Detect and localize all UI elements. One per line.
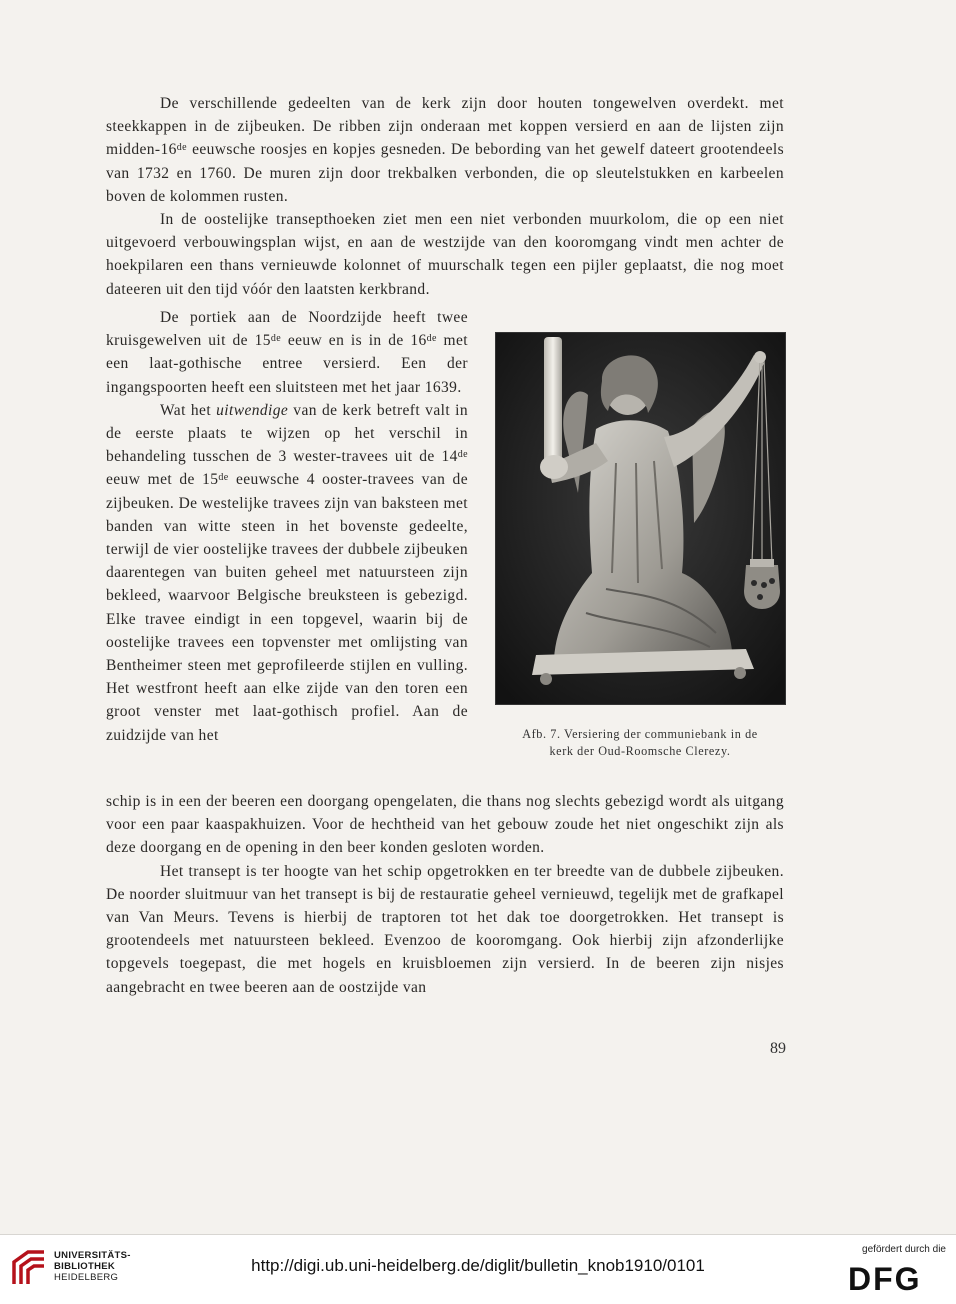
library-name-line-1: UNIVERSITÄTS- xyxy=(54,1250,131,1261)
paragraph-transept-corners: In de oostelijke transepthoeken ziet men een niet verbonden muurkolom, die op een niet uitgevoerd verbouwingsplan wijst, en aan de westzijde van den kooromgang vindt men achter de hoekpilaren een thans vernieuwde kolonnet of muurschalk tegen een pijler geplaatst, die nog moet dateeren uit den tijd vóór den laatsten kerkbrand. xyxy=(106,211,784,298)
angel-statue-photo xyxy=(495,332,786,705)
paragraph-portico: De portiek aan de Noordzijde heeft twee kruisgewelven uit de 15de eeuw en is in de 16de met een laat-gothische entree versierd. Een der ingangspoorten heeft een sluitsteen met het jaar 1639. xyxy=(106,309,469,396)
paragraph-vaults: De verschillende gedeelten van de kerk zijn door houten tongewelven overdekt. met steekkappen in de zijbeuken. De ribben zijn onderaan met koppen versierd en aan de lijsten zijn midden-16de eeuwsche roosjes en kopjes gesneden. De bebording van het gewelf dateert grootendeels van 1732 en 1760. De muren zijn door trekbalken verbonden, die op sleutelstukken en karbeelen boven de kolommen rusten. xyxy=(106,95,784,205)
funded-by-label: gefördert durch die xyxy=(862,1244,946,1255)
body-text-left-column xyxy=(106,306,468,747)
library-name-line-2: BIBLIOTHEK xyxy=(54,1261,116,1272)
digitization-footer xyxy=(0,1236,956,1304)
dfg-logo-icon xyxy=(848,1262,944,1294)
paragraph-transept: Het transept is ter hoogte van het schip opgetrokken en ter breedte van de dubbele zijbeuken. De noorder sluitmuur van het transept is bij de restauratie geheel vernieuwd, tegelijk met de grafkapel van Van Meurs. Tevens is hierbij de traptoren tot het dak toe doorgetrokken. Het transept is grootendeels met natuursteen bekleed. Evenzoo de kooromgang. Ook hierbij zijn afzonderlijke topgevels toegepast, die met hogels en kruisbloemen zijn versierd. In de beeren zijn nisjes aangebracht en twee beeren aan de oostzijde van xyxy=(106,862,784,996)
paragraph-exterior: Wat het uitwendige van de kerk betreft valt in de eerste plaats te wijzen op het verschil in behandeling tusschen de 3 wester-travees uit de 14de eeuw met de 15de eeuwsche 4 ooster-travees van de zijbeuken. De westelijke travees zijn van baksteen met banden van witte steen in het bovenste gedeelte, terwijl de vier oostelijke travees der dubbele zijbeuken daarentegen van buiten geheel met natuursteen zijn bekleed, waarvoor Belgische breuksteen is gebezigd. Elke travee eindigt in een topgevel, waarin bij de oostelijke travees een topvenster met omlijsting van Bentheimer steen met geprofileerde stijlen en vulling. Het westfront heeft aan elke zijde van den toren een groot venster met laat-gothisch profiel. Aan de zuidzijde van het xyxy=(106,401,468,744)
permalink-url[interactable]: http://digi.ub.uni-heidelberg.de/diglit/bulletin_knob1910/0101 xyxy=(251,1256,705,1275)
body-text-top xyxy=(106,92,784,301)
library-name-line-3: HEIDELBERG xyxy=(54,1272,119,1283)
body-text-bottom xyxy=(106,790,784,999)
caption-line-2: kerk der Oud-Roomsche Clerezy. xyxy=(549,744,731,758)
dfg-logo-text: DFG xyxy=(848,1262,922,1294)
angel-statue-illustration xyxy=(496,333,785,704)
page-number: 89 xyxy=(770,1040,786,1057)
caption-line-1: Afb. 7. Versiering der communiebank in de xyxy=(522,727,758,741)
library-name xyxy=(54,1250,131,1283)
figure-caption xyxy=(490,726,790,760)
university-library-logo-icon xyxy=(10,1248,48,1288)
paragraph-exterior-continued: schip is in een der beeren een doorgang opengelaten, die thans nog slechts gebezigd wordt als uitgang voor een paar kaaspakhuizen. Voor de hechtheid van het gebouw zoude het niet ongeschikt zijn als deze doorgang en de opening in den beer konden gesloten worden. xyxy=(106,793,784,857)
